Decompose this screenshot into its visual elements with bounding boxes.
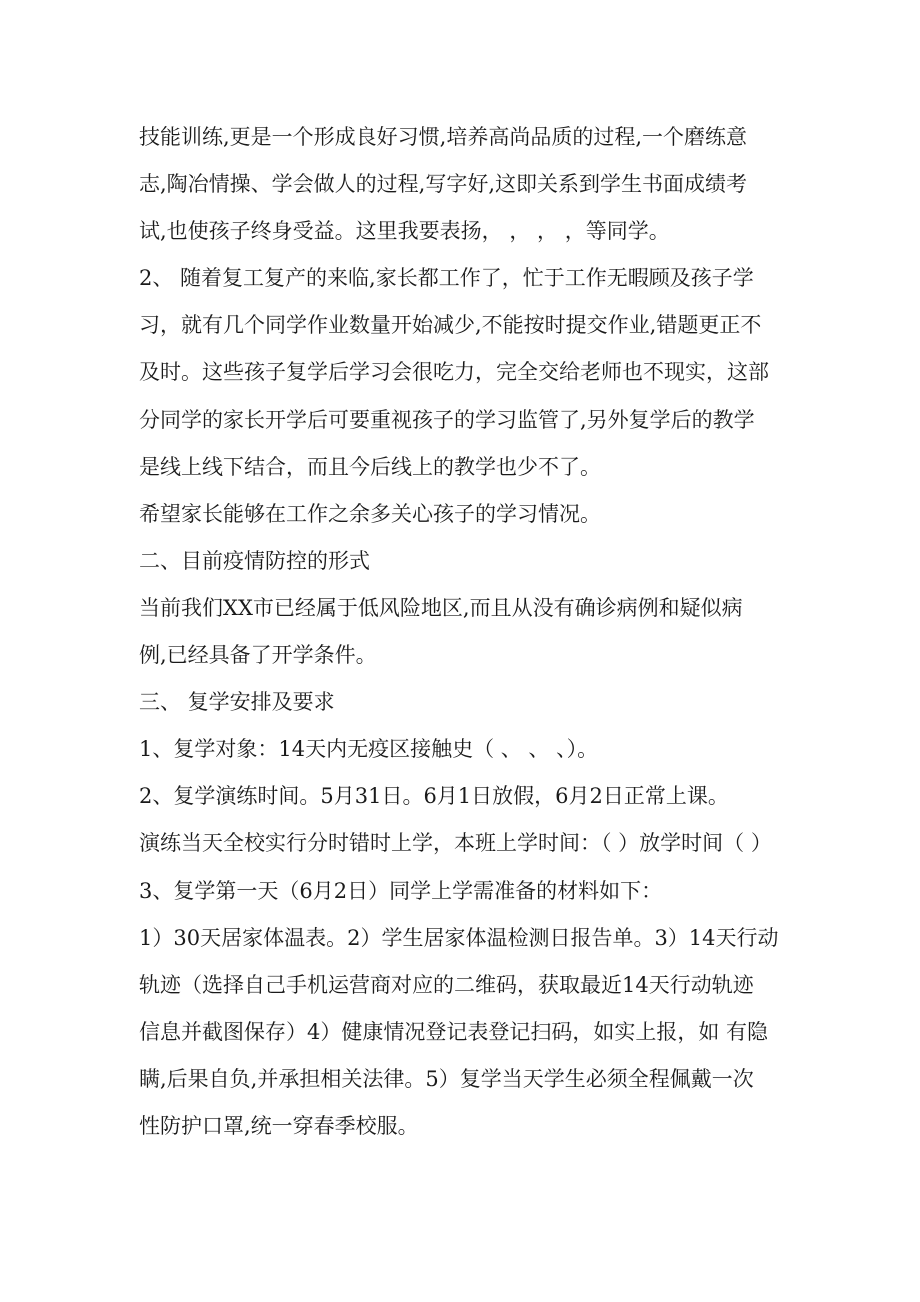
text-line: 志,陶冶情操、学会做人的过程,写字好,这即关系到学生书面成绩考 bbox=[139, 172, 748, 197]
section-heading: 二、目前疫情防控的形式 bbox=[139, 548, 370, 573]
text-line: 技能训练,更是一个形成良好习惯,培养高尚品质的过程,一个磨练意 bbox=[139, 125, 748, 149]
text-line: 及时。这些孩子复学后学习会很吃力，完全交给老师也不现实，这部 bbox=[139, 360, 769, 385]
text-line: 演练当天全校实行分时错时上学，本班上学时间：（ ）放学时间（ ） bbox=[139, 831, 772, 856]
text-line: 轨迹（选择自己手机运营商对应的二维码，获取最近14天行动轨迹 bbox=[139, 972, 754, 997]
text-line: 信息并截图保存）4）健康情况登记表登记扫码，如实上报，如 有隐 bbox=[139, 1019, 769, 1044]
text-line: 1、复学对象：14天内无疫区接触史（ 、 、 、）。 bbox=[139, 737, 599, 762]
section-heading: 三、 复学安排及要求 bbox=[139, 690, 335, 715]
text-line: 是线上线下结合，而且今后线上的教学也少不了。 bbox=[139, 454, 601, 479]
text-line: 3、复学第一天（6月2日）同学上学需准备的材料如下： bbox=[139, 878, 663, 903]
text-line: 2、复学演练时间。5月31日。6月1日放假，6月2日正常上课。 bbox=[139, 784, 729, 809]
text-line: 希望家长能够在工作之余多关心孩子的学习情况。 bbox=[139, 501, 601, 526]
text-line: 分同学的家长开学后可要重视孩子的学习监管了,另外复学后的教学 bbox=[139, 407, 755, 432]
text-line: 2、 随着复工复产的来临,家长都工作了，忙于工作无暇顾及孩子学 bbox=[139, 266, 754, 291]
document-body bbox=[139, 114, 799, 1150]
text-line: 当前我们XX市已经属于低风险地区,而且从没有确诊病例和疑似病 bbox=[139, 595, 743, 620]
text-line: 例,已经具备了开学条件。 bbox=[139, 643, 377, 668]
text-line: 瞒,后果自负,并承担相关法律。5）复学当天学生必须全程佩戴一次 bbox=[139, 1066, 754, 1091]
text-line: 试,也使孩子终身受益。这里我要表扬， ， ， ，等同学。 bbox=[139, 219, 670, 244]
text-line: 1）30天居家体温表。2）学生居家体温检测日报告单。3）14天行动 bbox=[139, 925, 779, 950]
text-line: 习，就有几个同学作业数量开始减少,不能按时提交作业,错题更正不 bbox=[139, 313, 762, 338]
text-line: 性防护口罩,统一穿春季校服。 bbox=[139, 1113, 419, 1138]
